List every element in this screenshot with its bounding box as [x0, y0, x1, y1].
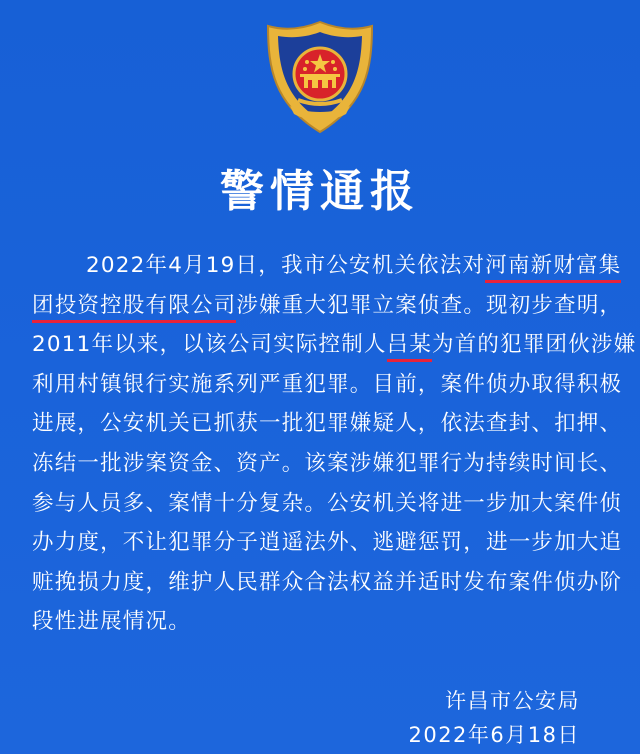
notice-body: [32, 246, 637, 642]
issuing-organization: 许昌市公安局: [445, 689, 580, 713]
body-line-4: 利用村镇银行实施系列严重犯罪。目前，案件侦办取得积极: [32, 371, 623, 397]
text-segment: 2011年以来，以该公司实际控制人: [32, 332, 387, 358]
underlined-person-name: 吕某: [387, 332, 432, 362]
police-emblem-icon: [260, 18, 380, 136]
body-line-8: 办力度，不让犯罪分子逍遥法外、逃避惩罚，进一步加大追: [32, 530, 623, 556]
body-line-7: 参与人员多、案情十分复杂。公安机关将进一步加大案件侦: [32, 490, 623, 516]
text-segment: 2022年4月19日，我市公安机关依法对: [86, 253, 486, 278]
body-line-3: [32, 325, 637, 365]
body-line-9: 赃挽损力度，维护人民群众合法权益并适时发布案件侦办阶: [32, 569, 623, 595]
text-segment: 涉嫌重大犯罪立案侦查。现初步查明，: [236, 292, 623, 318]
underlined-company-name: 河南新财富集: [485, 253, 621, 283]
body-line-5: 进展，公安机关已抓获一批犯罪嫌疑人，依法查封、扣押、: [32, 411, 623, 437]
body-line-2: [32, 286, 622, 326]
signature-block: [408, 684, 580, 752]
body-line-6: 冻结一批涉案资金、资产。该案涉嫌犯罪行为持续时间长、: [32, 450, 623, 476]
body-line-1: [32, 246, 622, 286]
body-line-10: 段性进展情况。: [32, 609, 191, 635]
underlined-company-name: 团投资控股有限公司: [32, 293, 236, 323]
page-title: 警情通报: [220, 166, 420, 217]
issue-date: 2022年6月18日: [408, 723, 580, 747]
text-segment: 为首的犯罪团伙涉嫌: [432, 332, 637, 358]
